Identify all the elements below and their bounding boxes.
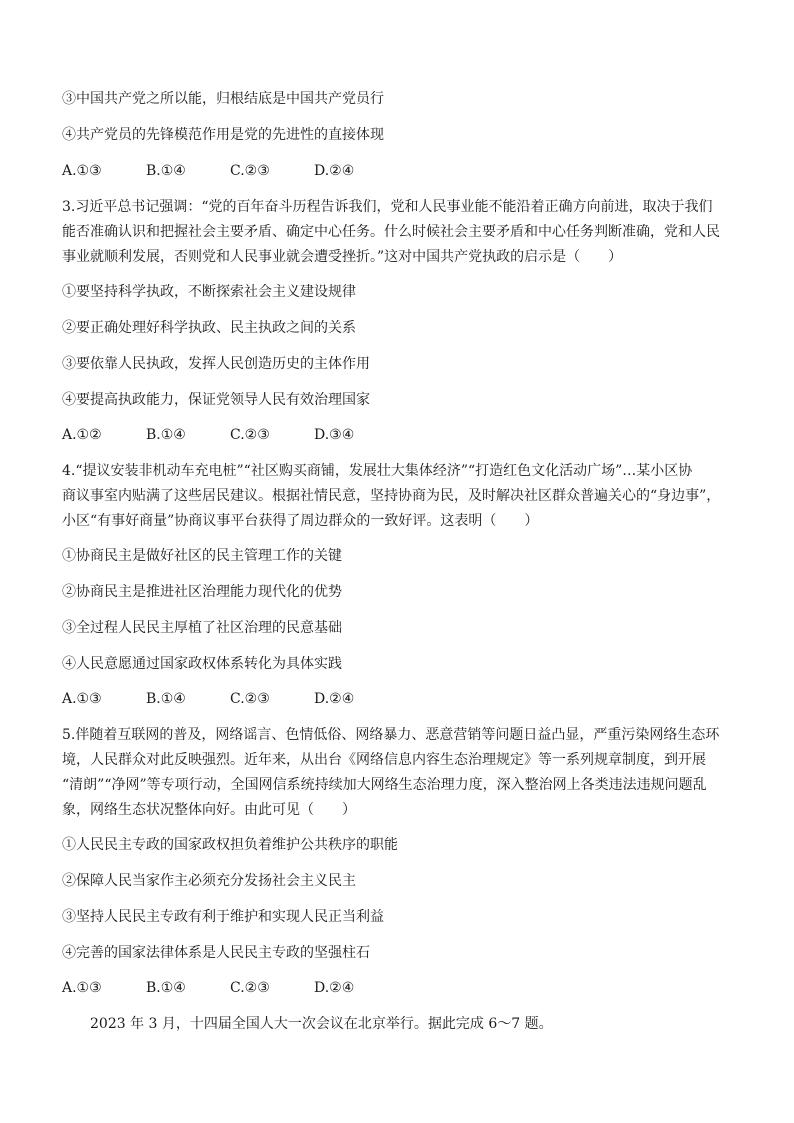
q5-statement-4: ④完善的国家法律体系是人民民主专政的坚强柱石 xyxy=(62,945,370,961)
q4-statement-4: ④人民意愿通过国家政权体系转化为具体实践 xyxy=(62,656,342,672)
q5-option-d[interactable]: D.②④ xyxy=(314,980,355,996)
q3-stem-line-1: 3.习近平总书记强调：“党的百年奋斗历程告诉我们，党和人民事业能不能沿着正确方向前进，取决于我们 xyxy=(62,199,713,215)
q3-option-a[interactable]: A.①② xyxy=(62,427,102,443)
q4-option-d[interactable]: D.②④ xyxy=(314,691,355,707)
q5-stem-line-3: “清朗”“净网”等专项行动，全国网信系统持续加大网络生态治理力度，深入整治网上各类违法违规问题乱 xyxy=(62,777,707,793)
q5-option-c[interactable]: C.②③ xyxy=(230,980,270,996)
q3-statement-4: ④要提高执政能力，保证党领导人民有效治理国家 xyxy=(62,392,370,408)
q4-stem-line-3: 小区“有事好商量”协商议事平台获得了周边群众的一致好评。这表明（ ） xyxy=(62,513,539,529)
q4-statement-3: ③全过程人民民主厚植了社区治理的民意基础 xyxy=(62,620,342,636)
q5-stem-line-4: 象，网络生态状况整体向好。由此可见（ ） xyxy=(62,802,356,818)
q4-stem-line-1: 4.“提议安装非机动车充电桩”“社区购买商铺，发展壮大集体经济”“打造红色文化活动广场”…某小区协 xyxy=(62,463,693,479)
q3-stem-line-2: 能否准确认识和把握社会主要矛盾、确定中心任务。什么时候社会主要矛盾和中心任务判断准确，党和人民 xyxy=(62,224,720,240)
q5-stem-line-1: 5.伴随着互联网的普及，网络谣言、色情低俗、网络暴力、恶意营销等问题日益凸显，严重污染网络生态环 xyxy=(62,727,720,743)
q5-statement-1: ①人民民主专政的国家政权担负着维护公共秩序的职能 xyxy=(62,837,398,853)
q4-statement-1: ①协商民主是做好社区的民主管理工作的关键 xyxy=(62,548,342,564)
q2-statement-4: ④共产党员的先锋模范作用是党的先进性的直接体现 xyxy=(62,127,384,143)
q4-options xyxy=(62,690,398,708)
q3-statement-1: ①要坚持科学执政，不断探索社会主义建设规律 xyxy=(62,284,356,300)
q4-option-a[interactable]: A.①③ xyxy=(62,691,102,707)
q5-options xyxy=(62,979,398,997)
q5-stem-line-2: 境，人民群众对此反映强烈。近年来，从出台《网络信息内容生态治理规定》等一系列规章制度，到开展 xyxy=(62,752,706,768)
q2-option-c[interactable]: C.②③ xyxy=(230,163,270,179)
q3-option-c[interactable]: C.②③ xyxy=(230,427,270,443)
q3-statement-2: ②要正确处理好科学执政、民主执政之间的关系 xyxy=(62,320,356,336)
q4-option-c[interactable]: C.②③ xyxy=(230,691,270,707)
q4-option-b[interactable]: B.①④ xyxy=(146,691,186,707)
q6-7-intro: 2023 年 3 月，十四届全国人大一次会议在北京举行。据此完成 6～7 题。 xyxy=(90,1016,553,1032)
q3-option-d[interactable]: D.③④ xyxy=(314,427,355,443)
q3-options xyxy=(62,426,398,444)
q2-option-b[interactable]: B.①④ xyxy=(146,163,186,179)
q4-statement-2: ②协商民主是推进社区治理能力现代化的优势 xyxy=(62,584,342,600)
q5-option-b[interactable]: B.①④ xyxy=(146,980,186,996)
q3-stem-line-3: 事业就顺利发展，否则党和人民事业就会遭受挫折。”这对中国共产党执政的启示是（ ） xyxy=(62,249,623,265)
q5-statement-2: ②保障人民当家作主必须充分发扬社会主义民主 xyxy=(62,873,356,889)
q2-options xyxy=(62,162,398,180)
q3-option-b[interactable]: B.①④ xyxy=(146,427,186,443)
q5-statement-3: ③坚持人民民主专政有利于维护和实现人民正当利益 xyxy=(62,909,384,925)
q2-option-d[interactable]: D.②④ xyxy=(314,163,355,179)
q3-statement-3: ③要依靠人民执政，发挥人民创造历史的主体作用 xyxy=(62,356,370,372)
q5-option-a[interactable]: A.①③ xyxy=(62,980,102,996)
q4-stem-line-2: 商议事室内贴满了这些居民建议。根据社情民意，坚持协商为民，及时解决社区群众普遍关心的“身边事”， xyxy=(62,488,721,504)
q2-option-a[interactable]: A.①③ xyxy=(62,163,102,179)
q2-statement-3: ③中国共产党之所以能，归根结底是中国共产党员行 xyxy=(62,91,384,107)
